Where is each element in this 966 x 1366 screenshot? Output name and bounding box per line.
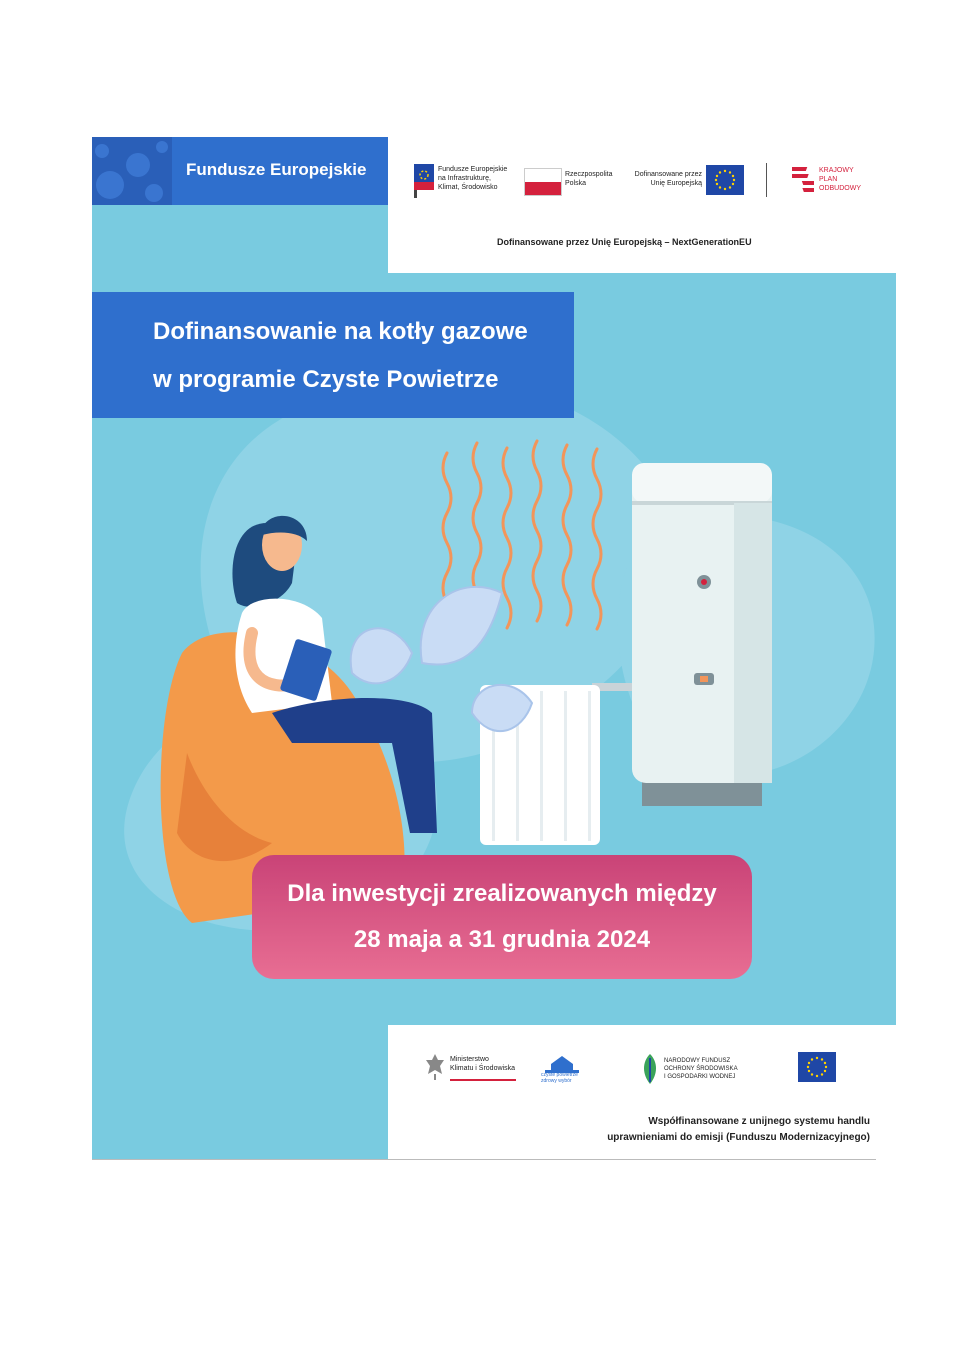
feniks-line: Fundusze Europejskie — [438, 166, 508, 173]
kpo-line: KRAJOWY — [819, 167, 854, 174]
rp-logo-text — [565, 170, 612, 188]
cp-line: czyste powietrze — [541, 1072, 578, 1078]
kpo-line: PLAN — [819, 176, 838, 183]
kpo-line: ODBUDOWY — [819, 185, 861, 192]
nfos-logo-text — [664, 1057, 738, 1081]
feniks-line: na Infrastrukturę, — [438, 175, 491, 182]
kpo-logo-text — [819, 166, 861, 193]
nfos-line: I GOSPODARKI WODNEJ — [664, 1074, 736, 1080]
ministry-line: Klimatu i Środowiska — [450, 1065, 515, 1072]
cp-line: zdrowy wybór — [541, 1078, 572, 1084]
nfos-line: NARODOWY FUNDUSZ — [664, 1058, 731, 1064]
eu-flag-icon — [706, 165, 744, 195]
title-line-2: w programie Czyste Powietrze — [153, 366, 499, 393]
date-info-line-1: Dla inwestycji zrealizowanych między — [287, 880, 717, 907]
eu-flag-footer-icon — [798, 1052, 836, 1082]
rp-line: Polska — [565, 180, 587, 187]
eu-line: Unię Europejską — [650, 180, 702, 187]
ministry-underline — [450, 1079, 516, 1081]
fe-stars-logo — [92, 137, 172, 205]
cofinanced-line-2: uprawnieniami do emisji (Funduszu Modernizacyjnego) — [607, 1132, 870, 1143]
feniks-line: Klimat, Środowisko — [438, 184, 498, 191]
ministry-line: Ministerstwo — [450, 1056, 489, 1063]
date-info-box — [252, 855, 752, 979]
header-divider — [766, 163, 767, 197]
cofinanced-line-1: Współfinansowane z unijnego systemu handlu — [648, 1116, 870, 1127]
poland-flag-icon — [524, 168, 562, 196]
nfos-leaf-icon — [640, 1052, 660, 1086]
bottom-blue-strip — [92, 1025, 388, 1160]
eu-line: Dofinansowane przez — [634, 171, 702, 178]
kpo-logo-icon — [792, 165, 814, 195]
brand-title: Fundusze Europejskie — [186, 160, 367, 179]
eagle-emblem-icon — [424, 1052, 446, 1082]
czyste-powietrze-text — [541, 1072, 578, 1084]
nfos-line: OCHRONY ŚRODOWISKA — [664, 1066, 738, 1072]
nextgen-text: Dofinansowane przez Unię Europejską – NextGenerationEU — [497, 237, 752, 247]
left-blue-strip — [92, 205, 388, 275]
bottom-rule — [92, 1159, 876, 1160]
date-info-line-2: 28 maja a 31 grudnia 2024 — [353, 926, 651, 953]
feniks-logo-text — [438, 165, 507, 192]
feniks-flag-icon — [414, 164, 434, 198]
ministry-logo-text — [450, 1055, 515, 1073]
eu-logo-text — [630, 170, 702, 188]
title-line-1: Dofinansowanie na kotły gazowe — [153, 318, 528, 345]
title-box — [92, 292, 574, 418]
rp-line: Rzeczpospolita — [565, 171, 613, 178]
